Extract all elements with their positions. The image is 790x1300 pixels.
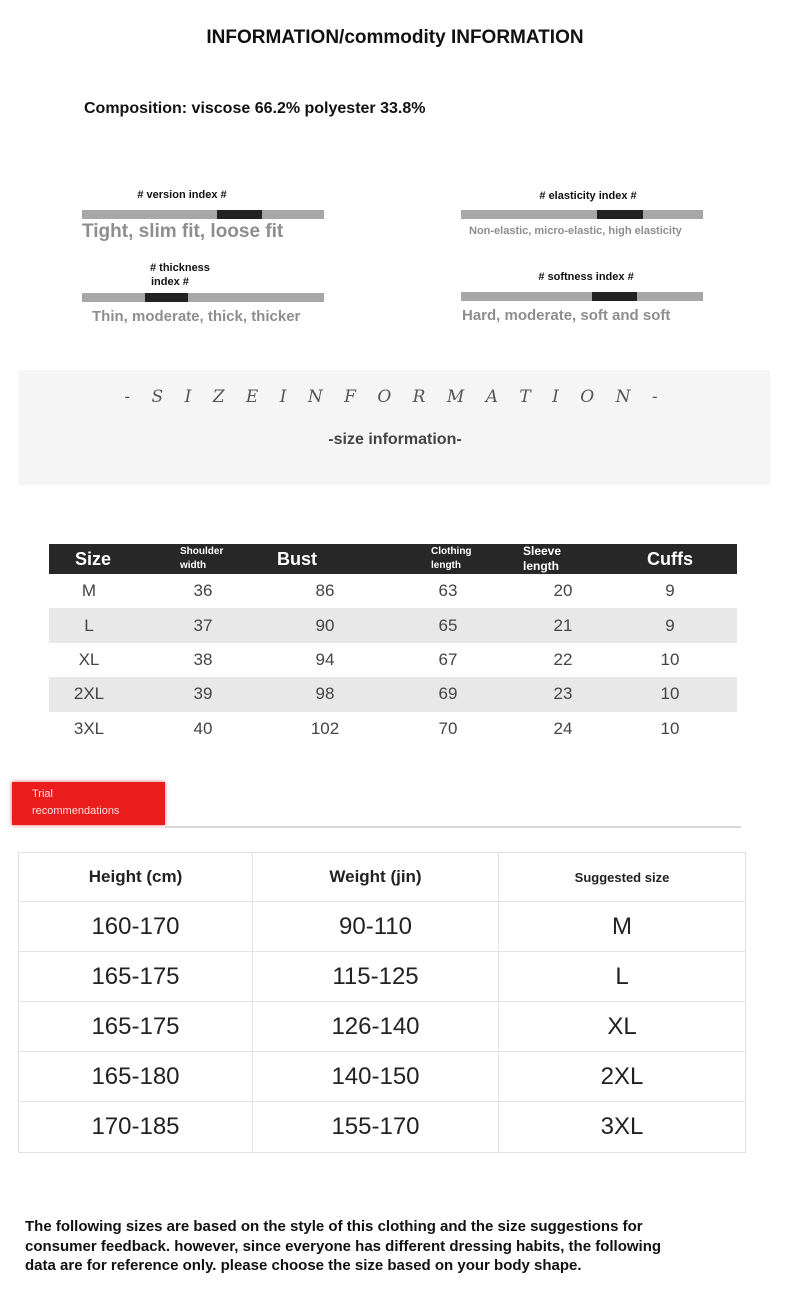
table-cell: 90-110 bbox=[253, 902, 499, 951]
table-row bbox=[49, 712, 737, 746]
table-row bbox=[49, 643, 737, 677]
size-info-heading: - S I Z E I N F O R M A T I O N - bbox=[124, 387, 666, 407]
table-cell: 37 bbox=[193, 615, 213, 635]
table-cell: 67 bbox=[438, 649, 458, 669]
header-sleeve bbox=[523, 544, 603, 574]
table-cell: 22 bbox=[553, 649, 573, 669]
table-cell: 69 bbox=[438, 684, 458, 704]
header-shoulder bbox=[129, 545, 277, 573]
trial-badge-line2: recommendations bbox=[32, 805, 120, 817]
table-row bbox=[19, 902, 745, 952]
table-cell: 23 bbox=[553, 684, 573, 704]
thickness-index bbox=[82, 261, 324, 325]
table-cell: 10 bbox=[660, 684, 680, 704]
table-cell: 3XL bbox=[73, 718, 105, 738]
divider bbox=[165, 826, 741, 828]
table-cell: 10 bbox=[660, 718, 680, 738]
table-cell: 3XL bbox=[600, 1113, 644, 1140]
table-cell: 10 bbox=[660, 649, 680, 669]
recommendation-table bbox=[18, 852, 746, 1153]
version-index-bar bbox=[82, 210, 324, 219]
recommendation-table-header bbox=[19, 853, 745, 902]
table-row bbox=[19, 1052, 745, 1102]
table-cell: L bbox=[615, 962, 629, 990]
softness-index bbox=[461, 270, 703, 324]
version-index bbox=[82, 188, 324, 243]
softness-index-label: # softness index # bbox=[538, 271, 634, 283]
table-row bbox=[19, 952, 745, 1002]
thickness-index-label-2: index # bbox=[151, 276, 189, 288]
table-row bbox=[19, 1102, 745, 1152]
version-index-marker bbox=[217, 210, 262, 219]
table-cell: 9 bbox=[665, 581, 675, 601]
header-cuffs: Cuffs bbox=[647, 548, 693, 569]
table-row bbox=[49, 608, 737, 642]
footer-line-1: The following sizes are based on the style of this clothing and the size suggestions for bbox=[25, 1218, 643, 1235]
table-cell: 40 bbox=[193, 718, 213, 738]
table-cell: 155-170 bbox=[253, 1102, 499, 1152]
size-table-body bbox=[49, 574, 737, 746]
table-cell: 94 bbox=[315, 649, 335, 669]
table-cell: 2XL bbox=[600, 1062, 644, 1090]
elasticity-index-marker bbox=[597, 210, 643, 219]
softness-index-bar bbox=[461, 292, 703, 301]
table-cell: 20 bbox=[553, 581, 573, 601]
header-shoulder-l2: width bbox=[180, 560, 207, 571]
table-cell: 102 bbox=[310, 718, 340, 738]
table-cell: 38 bbox=[193, 649, 213, 669]
header-sleeve-l1: Sleeve bbox=[523, 544, 562, 558]
composition-text: Composition: viscose 66.2% polyester 33.8% bbox=[84, 100, 426, 117]
table-cell: 140-150 bbox=[253, 1052, 499, 1101]
header-clothing-l2: length bbox=[431, 560, 461, 571]
table-cell: 115-125 bbox=[253, 952, 499, 1001]
header-weight: Weight (jin) bbox=[253, 853, 499, 901]
table-cell: 9 bbox=[665, 615, 675, 635]
table-cell: 165-175 bbox=[19, 952, 253, 1001]
table-cell: 2XL bbox=[73, 684, 105, 704]
table-cell: 126-140 bbox=[253, 1002, 499, 1051]
thickness-index-bar bbox=[82, 293, 324, 302]
table-row bbox=[49, 574, 737, 608]
table-cell: L bbox=[84, 615, 94, 635]
elasticity-index bbox=[461, 189, 703, 237]
trial-badge-line1: Trial bbox=[32, 788, 53, 800]
header-clothing-l1: Clothing bbox=[431, 546, 472, 557]
page-title: INFORMATION/commodity INFORMATION bbox=[206, 27, 584, 48]
footer-line-2: consumer feedback. however, since everyone has different dressing habits, the following bbox=[25, 1237, 662, 1255]
table-cell: 70 bbox=[438, 718, 458, 738]
table-cell: 98 bbox=[315, 684, 335, 704]
header-shoulder-l1: Shoulder bbox=[180, 546, 224, 557]
elasticity-index-scale: Non-elastic, micro-elastic, high elasticity bbox=[469, 225, 682, 237]
table-cell: 65 bbox=[438, 615, 458, 635]
header-suggested-size: Suggested size bbox=[574, 869, 670, 885]
thickness-index-label-1: # thickness bbox=[150, 262, 210, 274]
softness-index-marker bbox=[592, 292, 637, 301]
table-cell: M bbox=[81, 581, 97, 601]
elasticity-index-bar bbox=[461, 210, 703, 219]
table-cell: 21 bbox=[553, 615, 573, 635]
header-clothing bbox=[373, 545, 523, 573]
recommendation-table-body bbox=[19, 902, 745, 1152]
table-cell: 170-185 bbox=[19, 1102, 253, 1152]
table-cell: M bbox=[612, 912, 632, 940]
version-index-scale: Tight, slim fit, loose fit bbox=[82, 221, 284, 242]
version-index-label: # version index # bbox=[137, 189, 227, 201]
table-cell: 39 bbox=[193, 684, 213, 704]
table-cell: 24 bbox=[553, 718, 573, 738]
table-cell: XL bbox=[607, 1012, 637, 1040]
size-info-subheading: -size information- bbox=[328, 431, 462, 448]
table-cell: XL bbox=[78, 649, 100, 669]
table-row bbox=[49, 677, 737, 711]
size-table bbox=[49, 544, 737, 746]
table-row bbox=[19, 1002, 745, 1052]
table-cell: 165-180 bbox=[19, 1052, 253, 1101]
table-cell: 86 bbox=[315, 581, 335, 601]
table-cell: 90 bbox=[315, 615, 335, 635]
header-sleeve-l2: length bbox=[523, 559, 559, 573]
table-cell: 36 bbox=[193, 581, 213, 601]
header-size: Size bbox=[74, 548, 112, 569]
thickness-index-marker bbox=[145, 293, 188, 302]
header-height: Height (cm) bbox=[19, 853, 253, 901]
thickness-index-scale: Thin, moderate, thick, thicker bbox=[92, 308, 301, 325]
trial-recommendations-badge bbox=[12, 782, 165, 825]
header-bust: Bust bbox=[277, 548, 317, 569]
footer-note bbox=[25, 1217, 745, 1276]
softness-index-scale: Hard, moderate, soft and soft bbox=[462, 307, 671, 324]
footer-line-3: data are for reference only. please choose the size based on your body shape. bbox=[25, 1257, 582, 1274]
elasticity-index-label: # elasticity index # bbox=[539, 190, 637, 202]
table-cell: 160-170 bbox=[19, 902, 253, 951]
table-cell: 165-175 bbox=[19, 1002, 253, 1051]
table-cell: 63 bbox=[438, 581, 458, 601]
size-table-header bbox=[49, 544, 737, 574]
